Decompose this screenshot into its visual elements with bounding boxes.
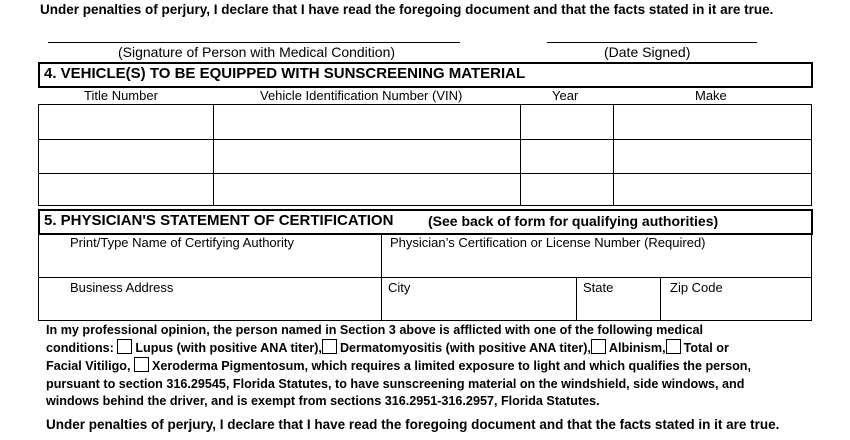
date-line (547, 42, 757, 43)
grid-rule (38, 277, 812, 278)
license-label: Physician’s Certification or License Number (Required) (390, 235, 706, 250)
opinion-paragraph (46, 322, 806, 410)
section4-title: 4. VEHICLE(S) TO BE EQUIPPED WITH SUNSCREENING MATERIAL (44, 65, 526, 82)
year-cell[interactable] (522, 141, 612, 172)
title-number-cell[interactable] (40, 106, 212, 138)
signature-label: (Signature of Person with Medical Condition) (118, 44, 396, 60)
grid-rule (576, 277, 577, 320)
vin-cell[interactable] (215, 141, 519, 172)
grid-rule (381, 233, 382, 277)
conditions-prefix: conditions: (46, 341, 114, 356)
col-vin: Vehicle Identification Number (VIN) (260, 88, 463, 103)
city-label: City (388, 280, 411, 295)
date-signed-field[interactable] (547, 24, 757, 42)
xeroderma-checkbox[interactable] (134, 357, 149, 372)
business-address-field[interactable] (40, 296, 380, 319)
table-rule (520, 104, 521, 206)
lupus-label: Lupus (with positive ANA titer), (135, 341, 322, 356)
table-rule (38, 139, 812, 140)
grid-rule (38, 320, 812, 321)
certifying-authority-name-field[interactable] (40, 252, 380, 276)
city-field[interactable] (383, 296, 575, 319)
title-number-cell[interactable] (40, 175, 212, 204)
xeroderma-label: Xeroderma Pigmentosum, which requires a limited exposure to light and which qualifies the person, (151, 359, 751, 374)
signature-field[interactable] (48, 24, 460, 42)
table-rule (38, 205, 812, 206)
table-rule (38, 173, 812, 174)
zip-code-field[interactable] (662, 296, 810, 319)
make-cell[interactable] (615, 175, 810, 204)
section5-note: (See back of form for qualifying authorities) (428, 213, 719, 229)
table-rule (613, 104, 614, 206)
year-cell[interactable] (522, 106, 612, 138)
total-or-label: Total or (683, 341, 729, 356)
table-rule (811, 104, 812, 206)
albinism-label: Albinism, (608, 341, 666, 356)
year-cell[interactable] (522, 175, 612, 204)
section5-title: 5. PHYSICIAN'S STATEMENT OF CERTIFICATION (44, 212, 394, 229)
albinism-checkbox[interactable] (591, 339, 606, 354)
conditions-line (46, 339, 806, 357)
facial-vitiligo-label: Facial Vitiligo, (46, 359, 131, 374)
dermatomyositis-checkbox[interactable] (322, 339, 337, 354)
date-label: (Date Signed) (604, 44, 691, 60)
vin-cell[interactable] (215, 106, 519, 138)
top-declaration: Under penalties of perjury, I declare that I have read the foregoing document and that the facts stated in it are true. (40, 2, 774, 17)
make-cell[interactable] (615, 141, 810, 172)
table-rule (38, 104, 812, 105)
lupus-checkbox[interactable] (117, 339, 132, 354)
col-make: Make (695, 88, 727, 103)
title-number-cell[interactable] (40, 141, 212, 172)
make-cell[interactable] (615, 106, 810, 138)
table-rule (38, 104, 39, 206)
opinion-line1: In my professional opinion, the person named in Section 3 above is afflicted with one of the following medical (46, 323, 704, 337)
zip-label: Zip Code (670, 280, 723, 295)
pursuant-line: pursuant to section 316.29545, Florida Statutes, to have sunscreening material on the windshield, side windows, and (46, 376, 745, 391)
grid-rule (660, 277, 661, 320)
vitiligo-line (46, 357, 806, 375)
col-title-number: Title Number (84, 88, 158, 103)
state-field[interactable] (578, 296, 659, 319)
signature-line (48, 42, 460, 43)
grid-rule (381, 277, 382, 320)
name-label: Print/Type Name of Certifying Authority (70, 235, 294, 250)
col-year: Year (552, 88, 579, 103)
table-rule (213, 104, 214, 206)
section4-header (38, 62, 813, 88)
address-label: Business Address (70, 280, 174, 295)
windows-line: windows behind the driver, and is exempt from sections 316.2951-316.2957, Florida Statutes. (46, 393, 600, 408)
vin-cell[interactable] (215, 175, 519, 204)
section5-header (38, 209, 813, 235)
total-vitiligo-checkbox[interactable] (666, 339, 681, 354)
license-number-field[interactable] (383, 252, 810, 276)
state-label: State (583, 280, 614, 295)
bottom-declaration: Under penalties of perjury, I declare that I have read the foregoing document and that the facts stated in it are true. (46, 417, 780, 432)
dermatomyositis-label: Dermatomyositis (with positive ANA titer), (339, 341, 591, 356)
